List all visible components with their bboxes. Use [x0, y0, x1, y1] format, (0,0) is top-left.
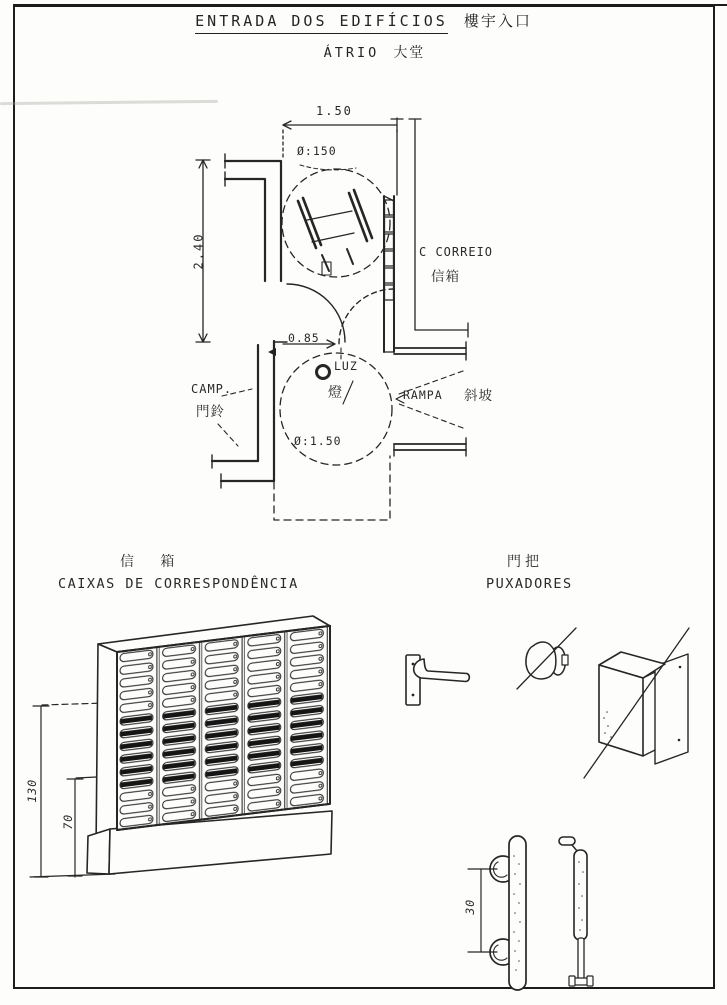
dim-clear-door-label: 0.85: [288, 331, 320, 345]
page-title-chinese: 樓宇入口: [463, 12, 532, 30]
cabinet-front: [117, 626, 330, 830]
ramp-label: RAMPA: [403, 388, 443, 402]
doorbell-label-chinese: 門鈴: [196, 404, 225, 420]
page-subtitle: ÁTRIO: [323, 45, 380, 61]
box-handle: [584, 628, 689, 778]
page-top-rule: [13, 4, 727, 6]
vertical-pull-side: [559, 837, 593, 986]
mailboxes-title: CAIXAS DE CORRESPONDÊNCIA: [58, 576, 299, 592]
handles-title: PUXADORES: [486, 576, 573, 592]
page-title: ENTRADA DOS EDIFÍCIOS: [195, 12, 448, 34]
wall-ramp-top: [394, 342, 466, 360]
turning-circle-top: [282, 169, 390, 277]
wall-mailbox: [384, 196, 394, 352]
turning-circle-bottom-label: Ø:1.50: [294, 434, 342, 448]
mailbox-plan-label: C CORREIO: [419, 245, 494, 259]
grip-dim-label: 30: [463, 898, 478, 915]
entry-dashed-outline: [274, 456, 390, 520]
page-header: [0, 10, 727, 34]
light-label: LUZ: [334, 359, 358, 373]
cabinet-side-panel: [96, 644, 117, 851]
doorbell-label: CAMP.: [191, 382, 233, 396]
door-handles-drawing: [380, 615, 700, 1000]
wall-upper-left: [225, 154, 281, 281]
round-knob: [517, 628, 576, 689]
dim-depth-label: 2.40: [191, 232, 206, 270]
mailbox-plan-label-chinese: 信箱: [431, 269, 460, 285]
wheelchair-symbol: [298, 190, 372, 275]
mailboxes-title-chinese: 信 箱: [120, 554, 184, 570]
door-swing: [287, 284, 394, 360]
ramp-label-chinese: 斜坡: [464, 388, 493, 404]
mailbox-bracket: [409, 119, 468, 337]
handles-title-chinese: 門把: [507, 554, 543, 570]
wall-ramp-bottom: [394, 438, 466, 456]
doorbell-mark: [268, 348, 276, 356]
mailbox-dim-top-label: 130: [25, 778, 40, 803]
page-subheader: [0, 42, 727, 62]
mailbox-dim-bottom-label: 70: [61, 813, 76, 830]
dim-entry-width-label: 1.50: [316, 104, 353, 118]
mailbox-cabinet-drawing: [25, 612, 385, 890]
floor-plan-drawing: [180, 95, 500, 535]
page-subtitle-chinese: 大堂: [393, 45, 426, 61]
light-label-chinese: 燈: [328, 385, 343, 401]
turning-circle-top-label: Ø:150: [297, 144, 337, 158]
lever-handle: [406, 655, 469, 705]
